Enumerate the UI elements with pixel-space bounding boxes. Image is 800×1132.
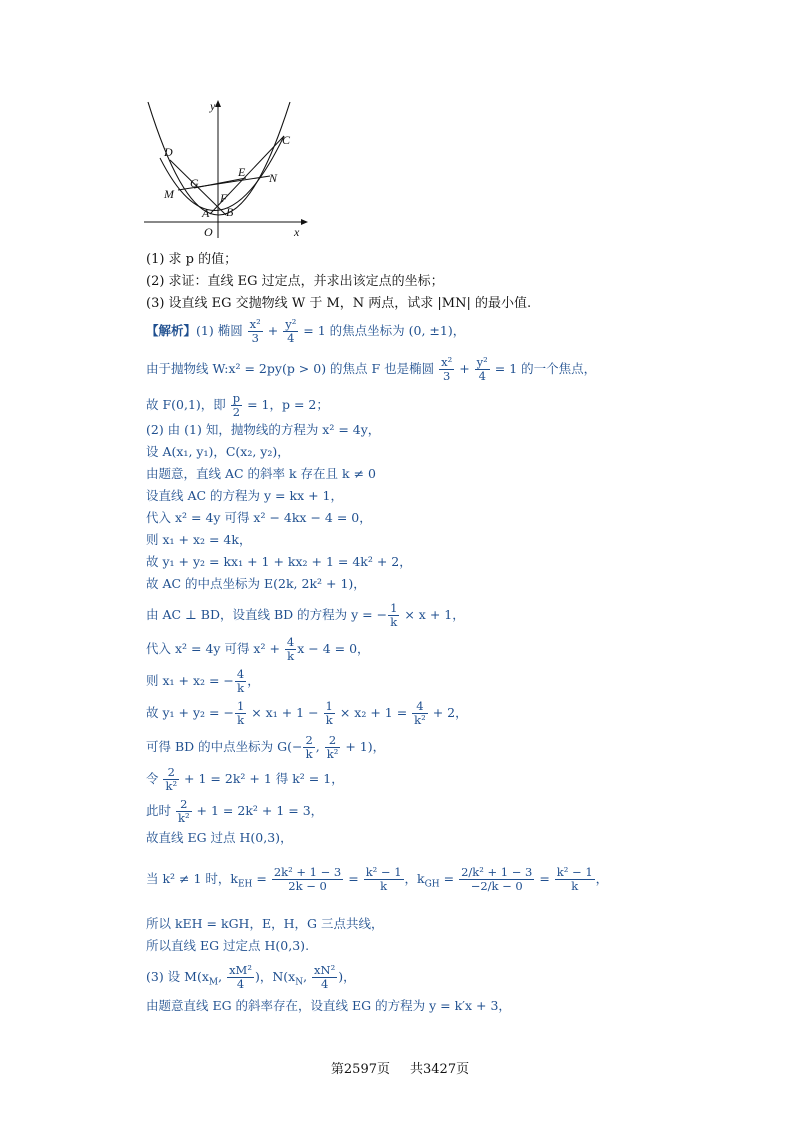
label-M: M <box>164 187 174 201</box>
fraction: $\frac{\text{y²}}{4}$ <box>285 317 297 345</box>
label-A: A <box>202 206 210 220</box>
solution-line-9: 则 x₁ + x₂ = 4k， <box>146 532 252 547</box>
solution-line-5: 设 A(x₁, y₁)，C(x₂, y₂)， <box>146 444 290 459</box>
page-total: 共3427页 <box>410 1062 470 1077</box>
label-y: y <box>210 99 216 113</box>
fraction: $\frac{\text{xN²}}{4}$ <box>314 963 336 991</box>
label-N: N <box>269 171 278 185</box>
fraction: $\frac{\text{k² − 1}}{k}$ <box>556 865 593 893</box>
solution-line-24: 由题意直线 EG 的斜率存在，设直线 EG 的方程为 y = k′x + 3， <box>146 998 511 1013</box>
fraction: $\frac{\text{y²}}{4}$ <box>476 355 488 383</box>
solution-line-18: 此时 $\frac{2}{\text{k²}}$ + 1 = 2k² + 1 = 3， <box>146 797 324 825</box>
solution-line-11: 故 AC 的中点坐标为 E(2k, 2k² + 1)， <box>146 576 366 591</box>
fraction: $\frac{1}{k}$ <box>390 601 398 629</box>
solution-line-13: 代入 x² = 4y 可得 x² + $\frac{4}{k}$ x − 4 = 0， <box>146 635 370 663</box>
page-number <box>0 1058 800 1077</box>
fraction: $\frac{4}{k}$ <box>236 667 245 695</box>
label-E: E <box>238 165 246 179</box>
solution-line-16: 可得 BD 的中点坐标为 G(− $\frac{2}{k}$ , $\frac{2}{\text{k²}}$ + 1)， <box>146 733 386 761</box>
label-D: D <box>164 145 173 159</box>
solution-line-6: 由题意，直线 AC 的斜率 k 存在且 k ≠ 0 <box>146 466 376 481</box>
solution-line-10: 故 y₁ + y₂ = kx₁ + 1 + kx₂ + 1 = 4k² + 2， <box>146 554 412 569</box>
fraction: $\frac{\text{x²}}{3}$ <box>249 317 261 345</box>
label-O: O <box>204 225 213 239</box>
fraction: $\frac{1}{k}$ <box>325 699 333 727</box>
fraction: $\frac{\text{2k² + 1 − 3}}{2k - 0}$ <box>273 865 342 893</box>
fraction: $\frac{\text{2/k² + 1 − 3}}{-2/k - 0}$ <box>461 865 533 893</box>
solution-line-17: 令 $\frac{2}{\text{k²}}$ + 1 = 2k² + 1 得 k² = 1， <box>146 765 344 793</box>
fraction: $\frac{2}{\text{k²}}$ <box>165 765 178 793</box>
label-C: C <box>282 133 291 147</box>
fraction: $\frac{p}{2}$ <box>232 391 241 419</box>
line-GE <box>194 178 246 188</box>
fraction: $\frac{4}{\text{k²}}$ <box>414 699 426 727</box>
solution-line-12: 由 AC ⊥ BD，设直线 BD 的方程为 y = − $\frac{1}{k}$ × x + 1， <box>146 601 465 629</box>
fraction: $\frac{2}{\text{k²}}$ <box>177 797 190 825</box>
parabola-diagram <box>138 98 310 240</box>
fraction: $\frac{\text{x²}}{3}$ <box>441 355 453 383</box>
solution-tag: 【解析】 <box>146 323 197 338</box>
fraction: $\frac{1}{k}$ <box>236 699 245 727</box>
solution-line-19: 故直线 EG 过点 H(0,3)， <box>146 830 293 845</box>
solution-line-2: 由于抛物线 W:x² = 2py(p > 0) 的焦点 F 也是椭圆 $\frac{\text{x²}}{3}$ + $\frac{\text{y²}}{4}$ = 1 的一个焦点， <box>146 355 597 383</box>
question-1: (1) 求 p 的值； <box>146 252 238 267</box>
label-F: F <box>220 191 228 205</box>
solution-line-20: 当 k² ≠ 1 时，$k_{EH}$ = $\frac{\text{2k² + 1 − 3}}{2k - 0}$ = $\frac{\text{k² − 1}}{k}$ ，$k_{GH}$ = $\frac{\text{2/k² + 1 − 3}}{-2/k - 0}$ = $\frac{\text{k² − 1}}{k}$ ， <box>146 865 609 893</box>
solution-line-7: 设直线 AC 的方程为 y = kx + 1， <box>146 488 343 503</box>
fraction: $\frac{2}{k}$ <box>305 733 313 761</box>
solution-line-21: 所以 kEH = kGH，E，H，G 三点共线， <box>146 916 384 931</box>
label-G: G <box>190 176 199 190</box>
parabola-figure <box>138 98 310 240</box>
fraction: $\frac{\text{k² − 1}}{k}$ <box>365 865 402 893</box>
fraction: $\frac{4}{k}$ <box>286 635 295 663</box>
question-3: (3) 设直线 EG 交抛物线 W 于 M，N 两点，试求 |MN| 的最小值. <box>146 296 532 311</box>
solution-line-1: 【解析】(1) 椭圆 $\frac{\text{x²}}{3}$ + $\frac{\text{y²}}{4}$ = 1 的焦点坐标为 (0, ±1)， <box>146 317 466 345</box>
solution-line-4: (2) 由 (1) 知，抛物线的方程为 x² = 4y， <box>146 422 381 437</box>
solution-line-23: (3) 设 $M(x_M$, $\frac{\text{xM²}}{4}$ )，$N(x_N$, $\frac{\text{xN²}}{4}$ )， <box>146 963 356 991</box>
question-2: (2) 求证：直线 EG 过定点，并求出该定点的坐标； <box>146 274 444 289</box>
fraction: $\frac{2}{\text{k²}}$ <box>326 733 339 761</box>
solution-line-15: 故 y₁ + y₂ = − $\frac{1}{k}$ × x₁ + 1 − $\frac{1}{k}$ × x₂ + 1 = $\frac{4}{\text{k²}}$ + 2， <box>146 699 468 727</box>
solution-line-14: 则 x₁ + x₂ = − $\frac{4}{k}$ ， <box>146 667 260 695</box>
solution-line-22: 所以直线 EG 过定点 H(0,3). <box>146 938 310 953</box>
solution-line-3: 故 F(0,1)，即 $\frac{p}{2}$ = 1，p = 2； <box>146 391 329 419</box>
page-current: 第2597页 <box>330 1062 390 1077</box>
fraction: $\frac{\text{xM²}}{4}$ <box>229 963 252 991</box>
solution-line-8: 代入 x² = 4y 可得 x² − 4kx − 4 = 0， <box>146 510 372 525</box>
label-x: x <box>294 225 300 239</box>
label-B: B <box>226 205 234 219</box>
